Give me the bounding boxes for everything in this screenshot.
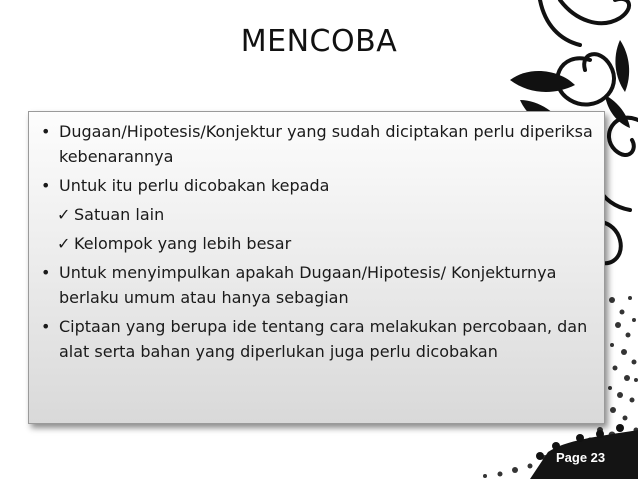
- slide-title: MENCOBA: [240, 24, 398, 59]
- bullet-text: Untuk menyimpulkan apakah Dugaan/Hipotesis/ Konjekturnya berlaku umum atau hanya sebagian: [59, 263, 557, 307]
- check-item: [39, 231, 594, 256]
- bullet-text: Ciptaan yang berupa ide tentang cara melakukan percobaan, dan alat serta bahan yang diperlukan juga perlu dicobakan: [59, 317, 588, 361]
- page-number: Page 23: [556, 450, 606, 465]
- bullet-item: [39, 119, 594, 169]
- checkmark-icon: ✓: [57, 205, 71, 224]
- content-box: [28, 111, 605, 424]
- bullet-marker: •: [41, 122, 51, 141]
- bullet-text: Untuk itu perlu dicobakan kepada: [59, 176, 330, 195]
- bullet-text: Dugaan/Hipotesis/Konjektur yang sudah diciptakan perlu diperiksa kebenarannya: [59, 122, 593, 166]
- bullet-item: [39, 260, 594, 310]
- bullet-marker: •: [41, 263, 51, 282]
- check-text: Kelompok yang lebih besar: [74, 234, 292, 253]
- check-text: Satuan lain: [74, 205, 165, 224]
- checkmark-icon: ✓: [57, 234, 71, 253]
- bullet-marker: •: [41, 317, 51, 336]
- check-item: [39, 202, 594, 227]
- bullet-item: [39, 314, 594, 364]
- bullet-marker: •: [41, 176, 51, 195]
- bullet-item: [39, 173, 594, 198]
